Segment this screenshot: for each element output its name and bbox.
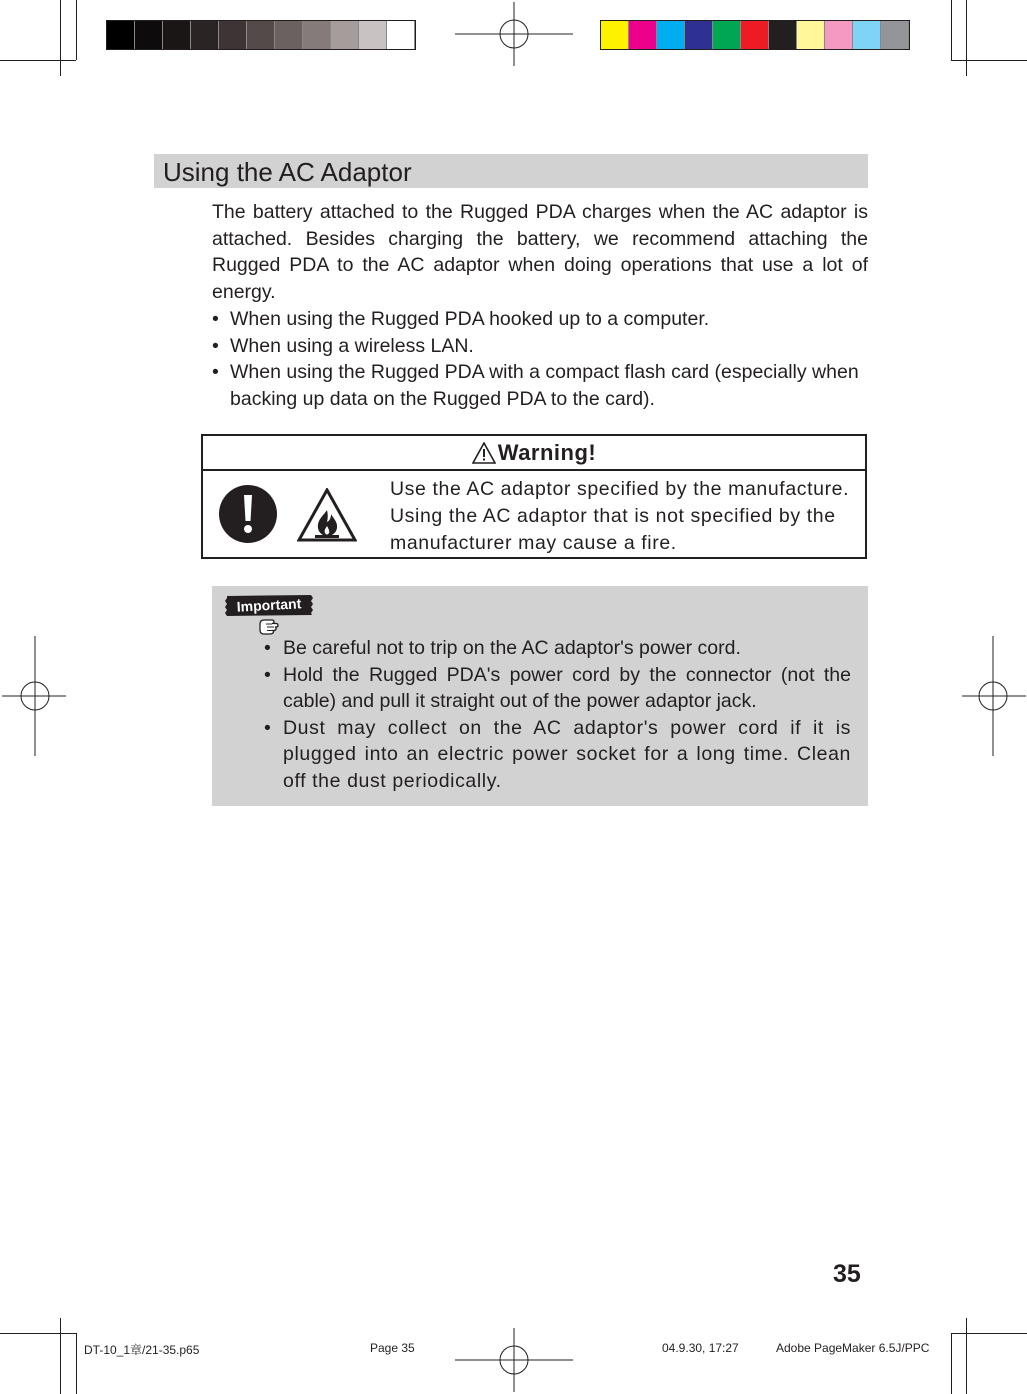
bullet-dot: • (212, 334, 219, 357)
warning-triangle-icon (472, 442, 496, 464)
color-swatch (685, 21, 713, 49)
color-swatch (359, 21, 387, 49)
color-swatch (135, 21, 163, 49)
warning-title: Warning! (497, 439, 597, 465)
list-item: • When using the Rugged PDA hooked up to a computer. (212, 306, 868, 333)
section-header (154, 154, 868, 188)
color-swatch (387, 21, 415, 49)
list-item: • When using the Rugged PDA with a compact flash card (especially when backing up data on the Rugged PDA to the card). (212, 361, 859, 410)
color-swatch (769, 21, 797, 49)
important-box (212, 586, 868, 806)
color-swatch (853, 21, 881, 49)
footer-file: DT-10_1章/21-35.p65 (84, 1343, 200, 1357)
registration-mark-top (455, 2, 573, 66)
color-swatch (219, 21, 247, 49)
bullet-dot: • (264, 716, 272, 739)
color-swatch (163, 21, 191, 49)
section-title: Using the AC Adaptor (163, 157, 412, 187)
registration-mark-bottom (455, 1328, 573, 1392)
footer-date: 04.9.30, 17:27 (662, 1341, 739, 1355)
pointing-hand-icon (258, 616, 280, 636)
exclamation-circle-icon (219, 485, 277, 543)
registration-mark-left (2, 636, 66, 756)
list-item: • When using a wireless LAN. (212, 333, 868, 360)
warning-header (203, 436, 865, 471)
bullet-dot: • (212, 361, 219, 384)
fire-hazard-icon (297, 488, 357, 542)
color-swatch (107, 21, 135, 49)
svg-text:Important: Important (236, 595, 302, 615)
color-swatch (657, 21, 685, 49)
important-tag (224, 594, 314, 616)
process-color-bar (600, 20, 910, 50)
list-item: • Dust may collect on the AC adaptor's power cord if it is plugged into an electric power socket for a long time. Clean off the dust periodically. (264, 716, 851, 792)
color-swatch (629, 21, 657, 49)
warning-box (201, 434, 867, 559)
color-swatch (713, 21, 741, 49)
color-swatch (275, 21, 303, 49)
list-item: • Hold the Rugged PDA's power cord by the connector (not the cable) and pull it straight out of the power adaptor jack. (264, 663, 851, 713)
color-swatch (797, 21, 825, 49)
color-swatch (191, 21, 219, 49)
warning-text: Use the AC adaptor specified by the manufacture. Using the AC adaptor that is not specified by the manufacturer may cause a fire. (390, 478, 850, 554)
usage-bullet-list (212, 306, 868, 412)
color-swatch (247, 21, 275, 49)
list-item: • Be careful not to trip on the AC adaptor's power cord. (264, 635, 851, 662)
gray-color-bar (106, 20, 416, 50)
color-swatch (331, 21, 359, 49)
color-swatch (881, 21, 909, 49)
color-swatch (825, 21, 853, 49)
color-swatch (601, 21, 629, 49)
page-number: 35 (833, 1260, 861, 1288)
intro-paragraph: The battery attached to the Rugged PDA charges when the AC adaptor is attached. Besides charging the battery, we recommend attaching the Rugged PDA to the AC adaptor when doing operations that use a lot of energy. (212, 201, 868, 303)
color-swatch (741, 21, 769, 49)
footer-page: Page 35 (370, 1341, 415, 1355)
registration-mark-right (962, 636, 1026, 756)
color-swatch (303, 21, 331, 49)
bullet-dot: • (264, 663, 271, 686)
bullet-dot: • (212, 308, 219, 330)
footer-app: Adobe PageMaker 6.5J/PPC (776, 1341, 930, 1355)
important-list (264, 635, 851, 795)
bullet-dot: • (264, 637, 271, 659)
